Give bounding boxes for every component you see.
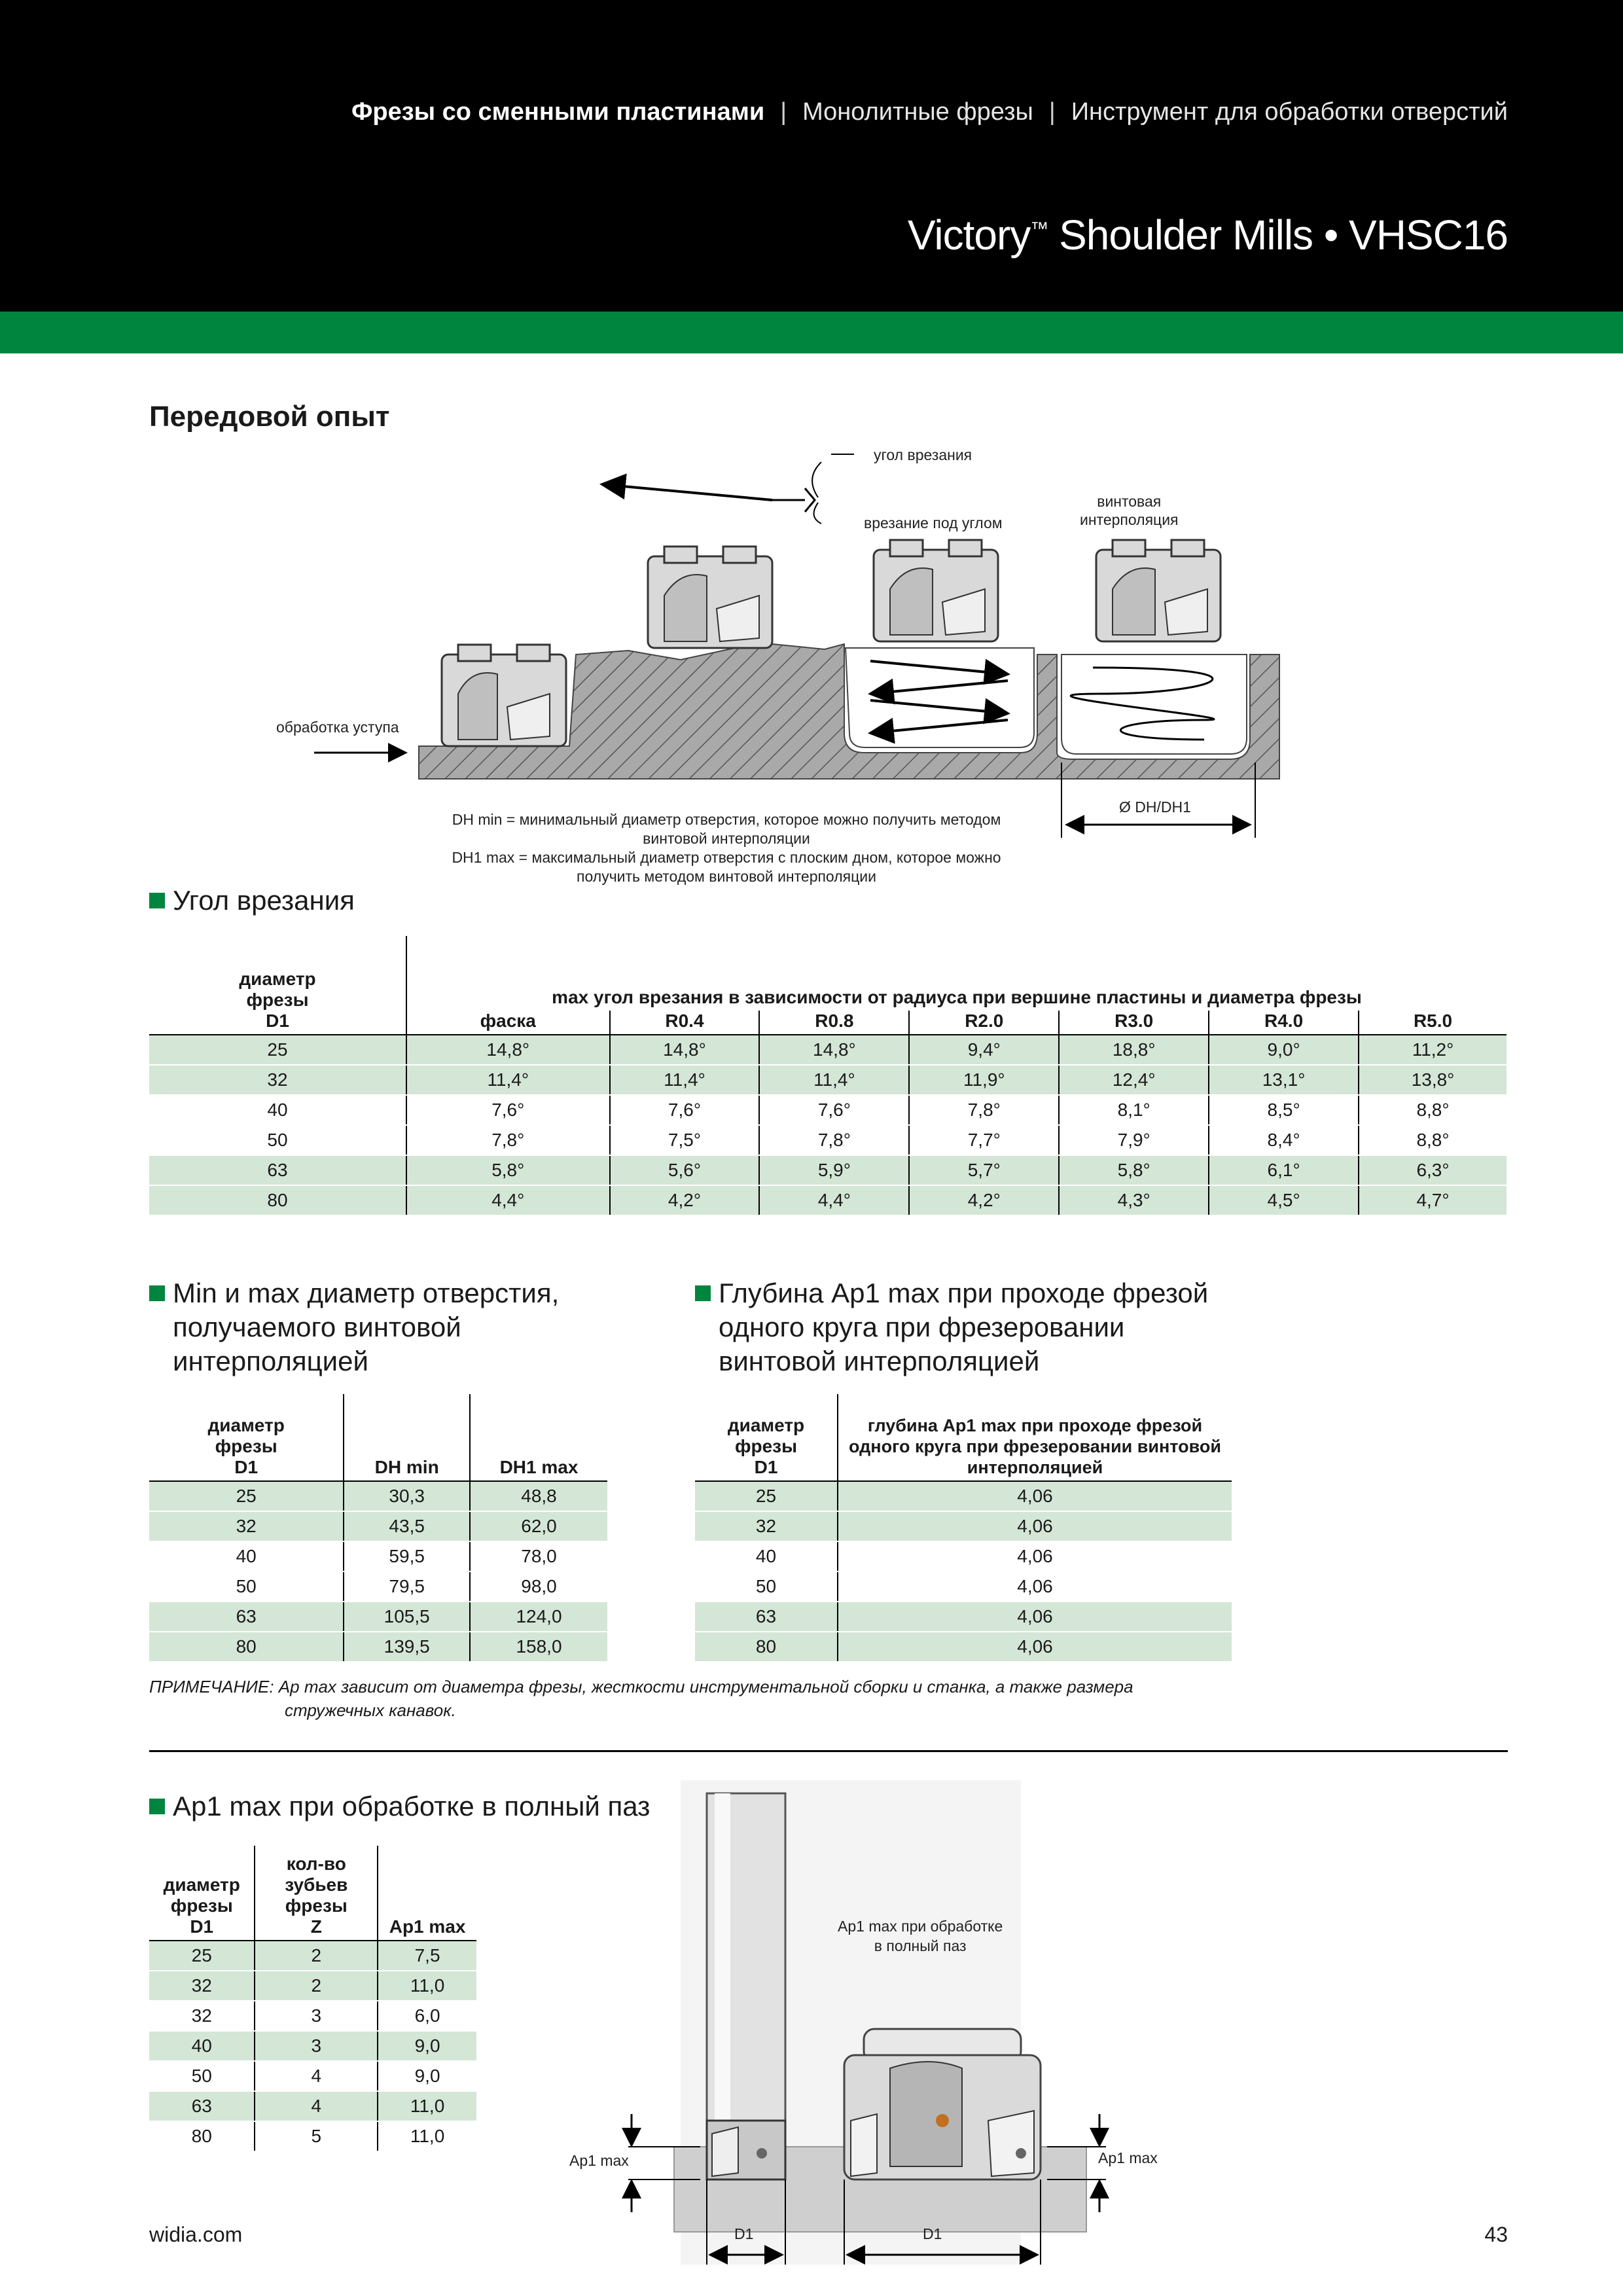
bullet-square-icon (149, 893, 165, 908)
table-cell: 5,8° (1059, 1155, 1209, 1185)
table-cell: 25 (149, 1035, 406, 1065)
table-cell: 32 (149, 2001, 255, 2031)
table-cell: 5,7° (909, 1155, 1059, 1185)
table-cell: 105,5 (344, 1602, 470, 1632)
label-slot-ap1: Ap1 max при обработке в полный паз (838, 1918, 1003, 1954)
table-row (149, 1095, 1507, 1125)
table-row (695, 1541, 1232, 1571)
page-number: 43 (1484, 2223, 1508, 2246)
col-header-radius: фаска (406, 1011, 610, 1035)
label-dh: Ø DH/DH1 (1119, 798, 1191, 816)
table-cell: 79,5 (344, 1571, 470, 1602)
table-cell: 63 (695, 1602, 838, 1632)
table-cell: 7,8° (406, 1125, 610, 1155)
heading-dh-text: Min и max диаметр отверстия, получаемого винтовой интерполяцией (173, 1278, 560, 1376)
label-ramping: врезание под углом (864, 514, 1003, 531)
table-cell: 11,4° (406, 1065, 610, 1095)
header-nav (351, 98, 1508, 126)
note-line2: стружечных канавок. (285, 1700, 456, 1720)
bullet-square-icon (149, 1799, 165, 1814)
table-cell: 4,06 (838, 1602, 1232, 1632)
heading-slot-text: Ap1 max при обработке в полный паз (173, 1791, 651, 1821)
table-cell: 6,1° (1209, 1155, 1359, 1185)
ramp-angle-table (149, 936, 1507, 1216)
col-header-z: кол-во зубьев фрезы Z (255, 1846, 378, 1941)
table-row (149, 1065, 1507, 1095)
header-green-stripe (0, 312, 1623, 353)
table-cell: 11,0 (378, 2091, 476, 2121)
table-cell: 40 (149, 1095, 406, 1125)
table-cell: 8,1° (1059, 1095, 1209, 1125)
col-header-ap-depth: глубина Ap1 max при проходе фрезой одного круга при фрезеровании винтовой интерполяцией (838, 1394, 1232, 1481)
col-header-dh1-max: DH1 max (470, 1394, 607, 1481)
table-row (149, 1125, 1507, 1155)
table-cell: 158,0 (470, 1632, 607, 1662)
table-cell: 25 (695, 1481, 838, 1511)
table-cell: 14,8° (610, 1035, 760, 1065)
table-cell: 5,8° (406, 1155, 610, 1185)
label-d1-endmill: D1 (734, 2225, 754, 2242)
col-header-d1: диаметр фрезы D1 (149, 936, 406, 1035)
label-helical: винтовая интерполяция (1080, 493, 1179, 528)
table-cell: 9,0 (378, 2061, 476, 2091)
table-row (149, 1511, 607, 1541)
def-dh1-max-line1: DH1 max = максимальный диаметр отверстия с плоским дном, которое можно (452, 849, 1001, 866)
label-ap1-left: Ap1 max (569, 2152, 629, 2169)
note-line1: ПРИМЕЧАНИЕ: Ap max зависит от диаметра фрезы, жесткости инструментальной сборки и станка, а также размера (149, 1677, 1133, 1696)
table-cell: 13,8° (1359, 1065, 1507, 1095)
table-row (149, 2031, 476, 2061)
col-header-d1: диаметр фрезы D1 (695, 1394, 838, 1481)
table-cell: 4,2° (909, 1185, 1059, 1215)
table-cell: 7,9° (1059, 1125, 1209, 1155)
table-cell: 59,5 (344, 1541, 470, 1571)
table-cell: 7,6° (759, 1095, 909, 1125)
table-row (149, 1481, 607, 1511)
table-cell: 14,8° (759, 1035, 909, 1065)
col-header-dh-min: DH min (344, 1394, 470, 1481)
table-cell: 4 (255, 2091, 378, 2121)
end-mill-icon (707, 1793, 785, 2179)
table-cell: 5 (255, 2121, 378, 2151)
col-header-radius: R2.0 (909, 1011, 1059, 1035)
table-row (695, 1511, 1232, 1541)
table-cell: 32 (149, 1511, 344, 1541)
table-cell: 25 (149, 1941, 255, 1971)
table-cell: 4,3° (1059, 1185, 1209, 1215)
table-cell: 4,06 (838, 1481, 1232, 1511)
footer-site-link[interactable]: widia.com (149, 2223, 243, 2246)
table-cell: 4,7° (1359, 1185, 1507, 1215)
col-header-radius: R0.4 (610, 1011, 760, 1035)
title-product: Shoulder Mills • VHSC16 (1048, 211, 1508, 259)
table-cell: 11,0 (378, 2121, 476, 2151)
table-cell: 50 (695, 1571, 838, 1602)
table-row (149, 1602, 607, 1632)
section-title: Передовой опыт (149, 401, 390, 433)
heading-ap-text: Глубина Ap1 max при проходе фрезой одного круга при фрезеровании винтовой интерполяцией (719, 1278, 1209, 1376)
table-cell: 18,8° (1059, 1035, 1209, 1065)
table-cell: 11,4° (610, 1065, 760, 1095)
table-row (695, 1571, 1232, 1602)
label-ramp-angle: угол врезания (874, 446, 972, 463)
heading-ap (695, 1276, 1208, 1378)
table-row (149, 1632, 607, 1662)
col-header-radius: R3.0 (1059, 1011, 1209, 1035)
table-cell: 8,4° (1209, 1125, 1359, 1155)
table-row (149, 1035, 1507, 1065)
table-cell: 7,6° (610, 1095, 760, 1125)
slot-milling-diagram (563, 1780, 1152, 2265)
table-cell: 7,8° (909, 1095, 1059, 1125)
table-cell: 50 (149, 1571, 344, 1602)
table-row (149, 1941, 476, 1971)
col-header-group: max угол врезания в зависимости от радиуса при вершине пластины и диаметра фрезы (406, 936, 1507, 1011)
table-row (695, 1602, 1232, 1632)
table-cell: 13,1° (1209, 1065, 1359, 1095)
table-cell: 78,0 (470, 1541, 607, 1571)
nav-item-solid[interactable]: Монолитные фрезы (802, 98, 1033, 126)
table-cell: 14,8° (406, 1035, 610, 1065)
table-cell: 8,8° (1359, 1095, 1507, 1125)
col-header-radius: R5.0 (1359, 1011, 1507, 1035)
table-cell: 2 (255, 1971, 378, 2001)
table-cell: 40 (149, 1541, 344, 1571)
label-d1-shouldermill: D1 (923, 2225, 942, 2242)
table-cell: 4,4° (759, 1185, 909, 1215)
table-row (149, 2121, 476, 2151)
table-cell: 98,0 (470, 1571, 607, 1602)
nav-item-indexable[interactable]: Фрезы со сменными пластинами (351, 98, 765, 126)
cutter-helical-icon (1096, 540, 1221, 641)
table-row (149, 1185, 1507, 1215)
table-row (149, 2061, 476, 2091)
table-row (149, 1571, 607, 1602)
table-cell: 4,2° (610, 1185, 760, 1215)
table-cell: 32 (695, 1511, 838, 1541)
table-cell: 4,06 (838, 1571, 1232, 1602)
section-divider (149, 1750, 1508, 1752)
title-tm: ™ (1030, 218, 1048, 239)
header-bar (0, 0, 1623, 312)
table-cell: 63 (149, 1155, 406, 1185)
col-header-d1: диаметр фрезы D1 (149, 1846, 255, 1941)
heading-ramp-angle (149, 884, 355, 918)
heading-dh (149, 1276, 559, 1378)
table-row (149, 2001, 476, 2031)
table-cell: 25 (149, 1481, 344, 1511)
table-cell: 63 (149, 1602, 344, 1632)
table-cell: 80 (149, 1632, 344, 1662)
dh-table (149, 1394, 607, 1662)
label-shoulder: обработка уступа (276, 719, 399, 736)
table-row (149, 1971, 476, 2001)
table-cell: 4,06 (838, 1632, 1232, 1662)
bullet-square-icon (695, 1285, 711, 1301)
table-cell: 12,4° (1059, 1065, 1209, 1095)
cutter-shoulder-icon (442, 645, 566, 746)
table-cell: 63 (149, 2091, 255, 2121)
slot-table (149, 1846, 476, 2152)
table-cell: 8,8° (1359, 1125, 1507, 1155)
table-cell: 8,5° (1209, 1095, 1359, 1125)
label-ap1-right: Ap1 max (1098, 2149, 1158, 2166)
table-cell: 124,0 (470, 1602, 607, 1632)
table-cell: 4,06 (838, 1511, 1232, 1541)
def-dh-min-line2: винтовой интерполяции (643, 830, 810, 847)
table-cell: 43,5 (344, 1511, 470, 1541)
table-cell: 7,6° (406, 1095, 610, 1125)
table-cell: 4,06 (838, 1541, 1232, 1571)
col-header-d1: диаметр фрезы D1 (149, 1394, 344, 1481)
nav-separator: | (780, 98, 787, 126)
table-cell: 4,4° (406, 1185, 610, 1215)
col-header-ap1: Ap1 max (378, 1846, 476, 1941)
table-cell: 7,5° (610, 1125, 760, 1155)
table-cell: 32 (149, 1065, 406, 1095)
table-cell: 6,3° (1359, 1155, 1507, 1185)
table-cell: 50 (149, 2061, 255, 2091)
table-cell: 50 (149, 1125, 406, 1155)
table-cell: 11,0 (378, 1971, 476, 2001)
table-cell: 30,3 (344, 1481, 470, 1511)
col-header-radius: R4.0 (1209, 1011, 1359, 1035)
table-cell: 9,0° (1209, 1035, 1359, 1065)
table-cell: 11,2° (1359, 1035, 1507, 1065)
ap-depth-table (695, 1394, 1232, 1662)
nav-item-holemaking[interactable]: Инструмент для обработки отверстий (1071, 98, 1508, 126)
bullet-square-icon (149, 1285, 165, 1301)
table-cell: 9,0 (378, 2031, 476, 2061)
table-cell: 11,4° (759, 1065, 909, 1095)
table-row (149, 1155, 1507, 1185)
table-cell: 80 (695, 1632, 838, 1662)
col-header-radius: R0.8 (759, 1011, 909, 1035)
table-cell: 7,5 (378, 1941, 476, 1971)
heading-ramp-angle-text: Угол врезания (173, 885, 355, 916)
table-cell: 80 (149, 2121, 255, 2151)
table-cell: 3 (255, 2001, 378, 2031)
table-row (149, 2091, 476, 2121)
table-cell: 139,5 (344, 1632, 470, 1662)
nav-separator: | (1048, 98, 1056, 126)
table-cell: 11,9° (909, 1065, 1059, 1095)
table-cell: 7,8° (759, 1125, 909, 1155)
page-header-title (908, 211, 1508, 259)
table-cell: 40 (149, 2031, 255, 2061)
cutter-ramping-icon (874, 540, 998, 641)
table-cell: 32 (149, 1971, 255, 2001)
title-brand: Victory (907, 211, 1031, 259)
table-cell: 62,0 (470, 1511, 607, 1541)
table-row (149, 1541, 607, 1571)
def-dh1-max-line2: получить методом винтовой интерполяции (577, 868, 876, 885)
def-dh-min-line1: DH min = минимальный диаметр отверстия, которое можно получить методом (452, 811, 1001, 828)
table-row (695, 1632, 1232, 1662)
table-cell: 4,5° (1209, 1185, 1359, 1215)
shoulder-mill-icon (844, 2029, 1041, 2179)
table-cell: 80 (149, 1185, 406, 1215)
dh-definitions (419, 810, 1034, 886)
table-cell: 5,6° (610, 1155, 760, 1185)
table-cell: 2 (255, 1941, 378, 1971)
cutter-ramp-start-icon (648, 547, 772, 648)
table-cell: 6,0 (378, 2001, 476, 2031)
table-cell: 40 (695, 1541, 838, 1571)
table-row (695, 1481, 1232, 1511)
table-cell: 7,7° (909, 1125, 1059, 1155)
table-cell: 5,9° (759, 1155, 909, 1185)
table-cell: 4 (255, 2061, 378, 2091)
table-cell: 48,8 (470, 1481, 607, 1511)
table-cell: 3 (255, 2031, 378, 2061)
table-cell: 9,4° (909, 1035, 1059, 1065)
